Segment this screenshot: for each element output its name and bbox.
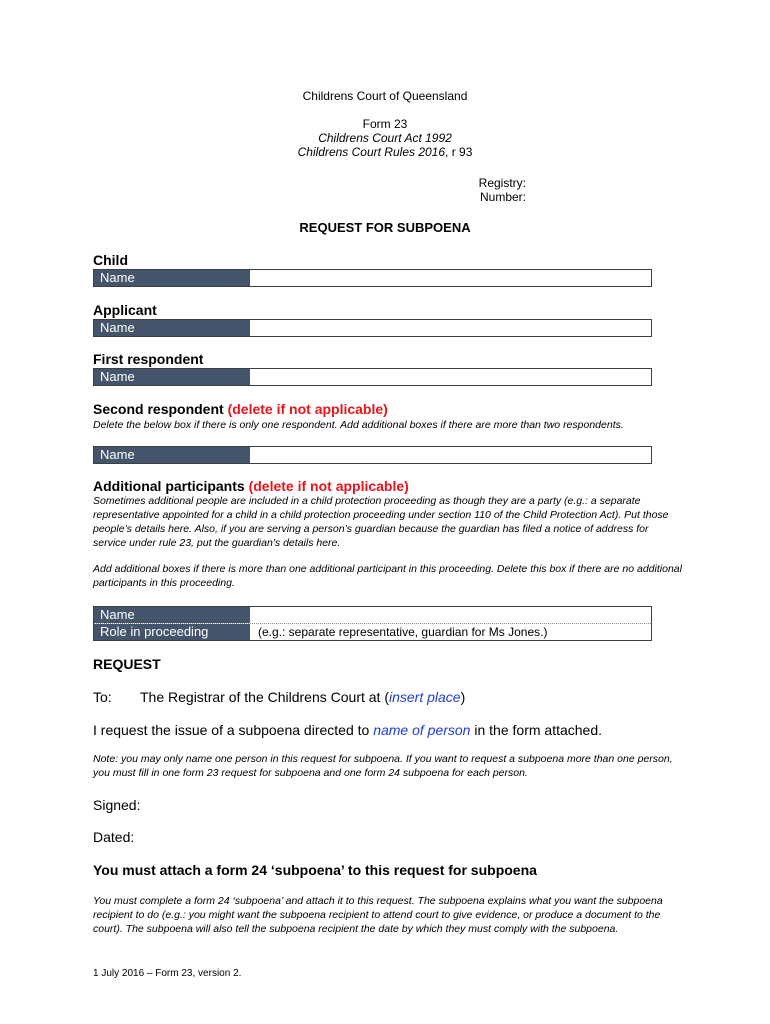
dated-label: Dated: xyxy=(93,829,135,845)
court-name: Childrens Court of Queensland xyxy=(302,89,468,103)
second-respondent-flag: (delete if not applicable) xyxy=(227,401,388,417)
rules-suffix: , r 93 xyxy=(445,145,473,159)
applicant-name-input[interactable] xyxy=(250,320,651,336)
applicant-heading: Applicant xyxy=(93,302,157,318)
second-respondent-heading xyxy=(93,401,388,417)
applicant-name-field[interactable] xyxy=(93,319,652,337)
name-of-person-field[interactable]: name of person xyxy=(373,722,471,738)
issue-before: I request the issue of a subpoena directed to xyxy=(93,722,374,738)
additional-participants-title: Additional participants xyxy=(93,478,245,494)
number-label: Number: xyxy=(479,190,526,204)
attach-heading: You must attach a form 24 ‘subpoena’ to this request for subpoena xyxy=(93,862,537,878)
rules-reference xyxy=(0,145,770,159)
second-respondent-note: Delete the below box if there is only one respondent. Add additional boxes if there are more than two respondents. xyxy=(93,419,624,431)
additional-participant-table xyxy=(93,606,652,641)
second-respondent-title: Second respondent xyxy=(93,401,224,417)
first-respondent-name-label: Name xyxy=(94,369,250,385)
participant-name-label: Name xyxy=(94,607,250,623)
child-heading: Child xyxy=(93,252,128,268)
page-title: REQUEST FOR SUBPOENA xyxy=(299,220,471,235)
additional-participants-note: Sometimes additional people are included in a child protection proceeding as though they are a party (e.g.: a separate representative appointed for a child in a child protection proceeding under section 110 of the Child Protection Act). Put those people’s details here. Also, if you are serving a person’s guardian because the guardian has filed a notice of address for service under rule 23, put the guardian’s details here. xyxy=(93,495,669,549)
registry-label: Registry: xyxy=(478,176,526,190)
to-line xyxy=(140,689,465,705)
second-respondent-name-label: Name xyxy=(94,447,250,463)
first-respondent-name-input[interactable] xyxy=(250,369,651,385)
attach-note: You must complete a form 24 ‘subpoena’ and attach it to this request. The subpoena explains what you want the subpoena recipient to do (e.g.: you might want the subpoena recipient to attend court to give evidence, or produce a document to the court). The subpoena will also tell the subpoena recipient the date by which they must comply with the subpoena. xyxy=(93,895,663,935)
child-name-label: Name xyxy=(94,270,250,286)
signed-label: Signed: xyxy=(93,797,141,813)
applicant-name-label: Name xyxy=(94,320,250,336)
issue-after: in the form attached. xyxy=(470,722,603,738)
participant-role-row[interactable] xyxy=(94,623,651,640)
act-name: Childrens Court Act 1992 xyxy=(318,131,452,145)
first-respondent-name-field[interactable] xyxy=(93,368,652,386)
issue-line xyxy=(93,722,602,738)
second-respondent-name-input[interactable] xyxy=(250,447,651,463)
insert-place-field[interactable]: insert place xyxy=(389,689,461,705)
additional-participants-note-2: Add additional boxes if there is more than one additional participant in this proceeding. Delete this box if there are no additional participants in this proceeding. xyxy=(93,563,682,589)
request-heading: REQUEST xyxy=(93,656,161,672)
participant-name-input[interactable] xyxy=(250,607,651,623)
participant-role-label: Role in proceeding xyxy=(94,624,250,640)
request-note: Note: you may only name one person in this request for subpoena. If you want to request a subpoena more than one person, you must fill in one form 23 request for subpoena and one form 24 subpoena for each person. xyxy=(93,753,673,779)
to-text-before: The Registrar of the Childrens Court at ( xyxy=(140,689,389,705)
additional-participants-flag: (delete if not applicable) xyxy=(248,478,409,494)
participant-role-input[interactable]: (e.g.: separate representative, guardian for Ms Jones.) xyxy=(258,625,548,639)
to-text-after: ) xyxy=(460,689,466,705)
to-label: To: xyxy=(93,689,112,705)
child-name-field[interactable] xyxy=(93,269,652,287)
first-respondent-heading: First respondent xyxy=(93,351,204,367)
additional-participants-heading xyxy=(93,478,409,494)
child-name-input[interactable] xyxy=(250,270,651,286)
participant-name-row[interactable] xyxy=(94,607,651,623)
rules-name: Childrens Court Rules 2016 xyxy=(297,145,446,159)
second-respondent-name-field[interactable] xyxy=(93,446,652,464)
form-number: Form 23 xyxy=(362,117,408,131)
footer: 1 July 2016 – Form 23, version 2. xyxy=(93,968,242,979)
